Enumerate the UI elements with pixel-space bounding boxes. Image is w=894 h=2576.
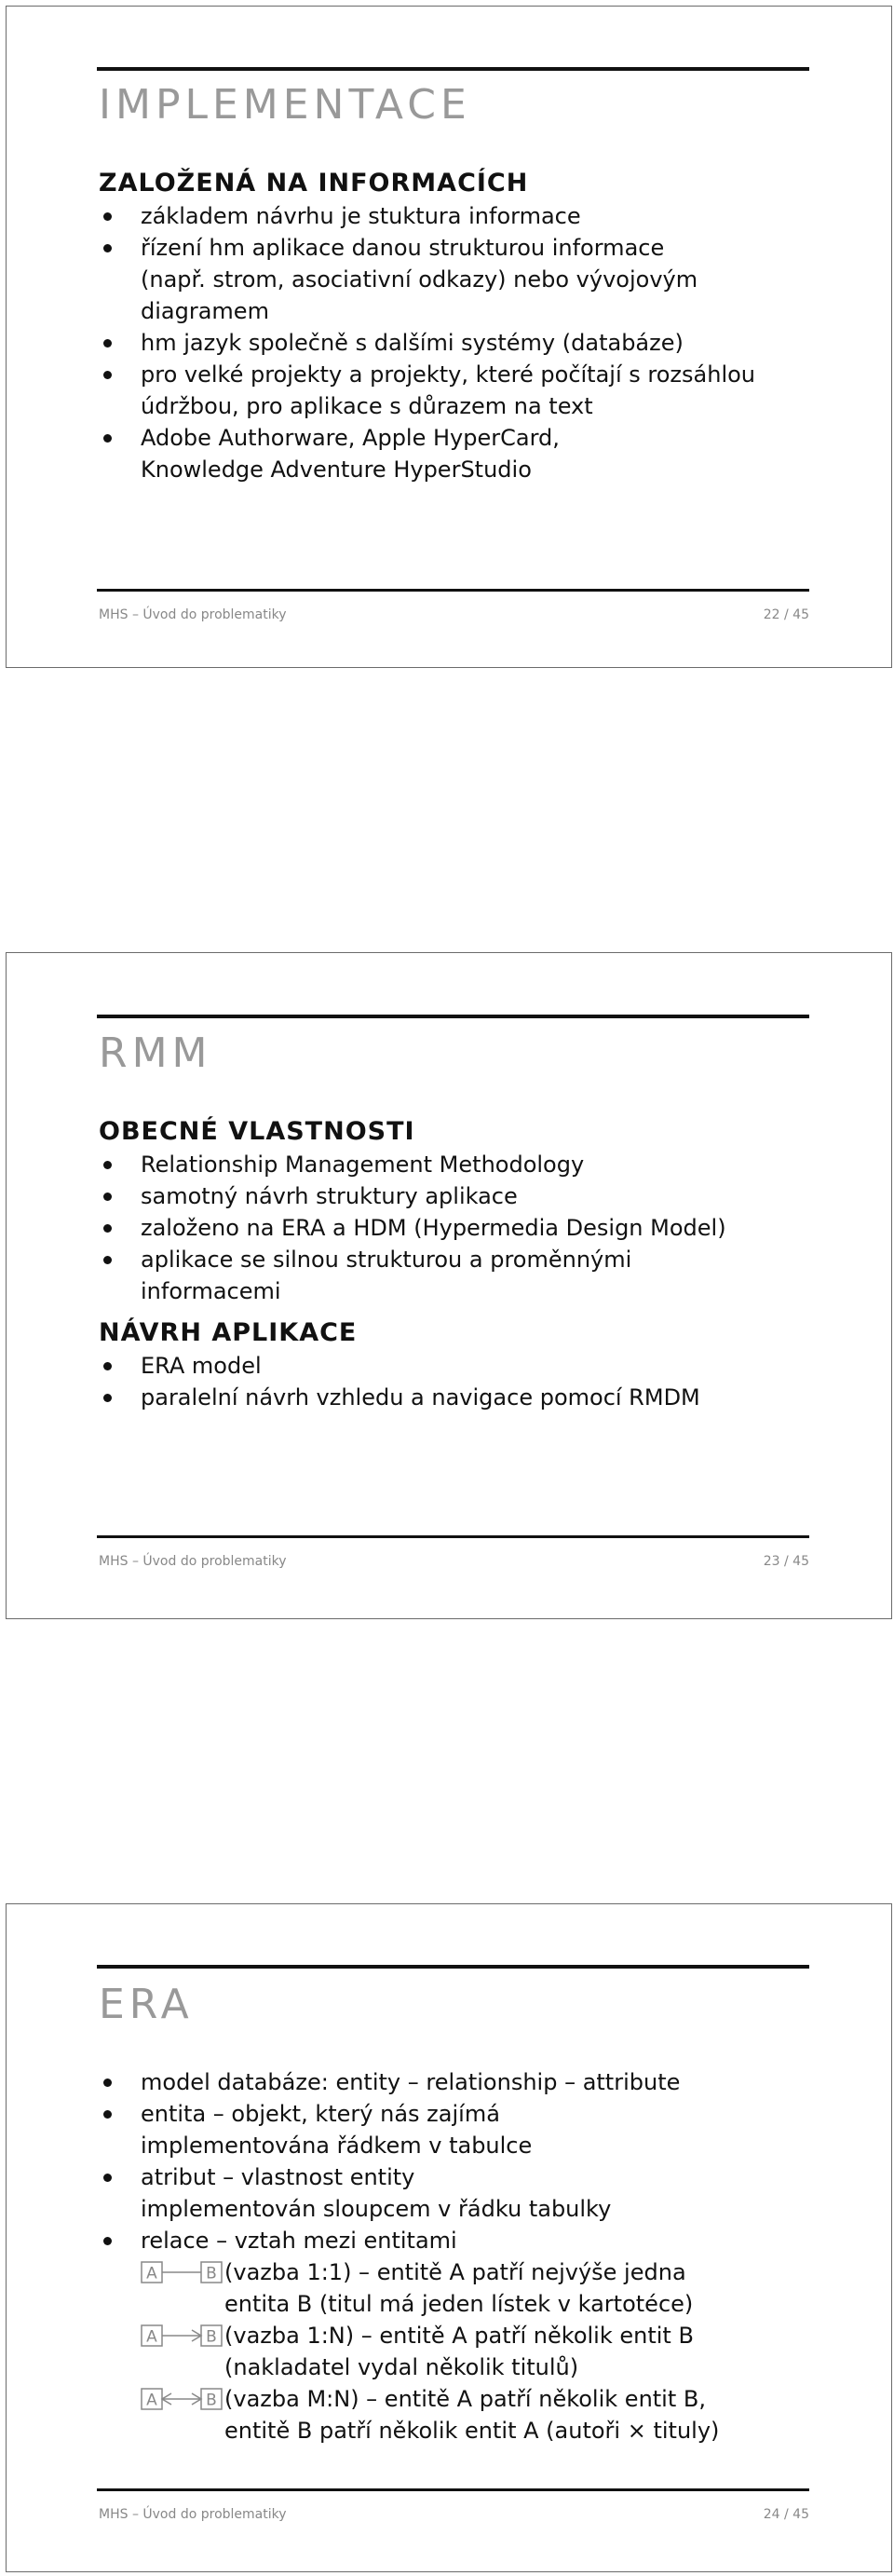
relation-text-continuation: entita B (titul má jeden lístek v kartotéce)	[224, 2291, 694, 2317]
list-item: entita – objekt, který nás zajímá	[99, 2098, 825, 2130]
relation-many-to-many	[99, 2383, 825, 2415]
list-item-continuation: diagramem	[141, 298, 269, 324]
relation-one-to-many	[99, 2320, 825, 2351]
list-item: hm jazyk společně s dalšími systémy (databáze)	[99, 327, 825, 359]
bullet-list	[99, 1149, 825, 1307]
bullet-list	[99, 2066, 825, 2256]
title-rule	[97, 1965, 809, 1969]
page-number: 22 / 45	[763, 607, 809, 622]
bullet-list	[99, 1350, 825, 1413]
er-diagram-many-to-many	[141, 2388, 223, 2410]
page-number: 23 / 45	[763, 1554, 809, 1569]
slide-body	[99, 2066, 825, 2447]
list-item-continuation: údržbou, pro aplikace s důrazem na text	[141, 393, 593, 419]
title-rule	[97, 67, 809, 71]
relation-text: (vazba 1:N) – entitě A patří několik entit B	[224, 2323, 694, 2349]
list-item-continuation: Knowledge Adventure HyperStudio	[141, 457, 532, 483]
relation-text-continuation: (nakladatel vydal několik titulů)	[224, 2354, 579, 2380]
footer-title: MHS – Úvod do problematiky	[99, 2507, 287, 2522]
footer-rule	[97, 2488, 809, 2491]
list-item-continuation: implementován sloupcem v řádku tabulky	[141, 2196, 612, 2222]
list-item: Relationship Management Methodology	[99, 1149, 825, 1180]
entity-b-label: B	[206, 2264, 217, 2283]
list-item: relace – vztah mezi entitami	[99, 2225, 825, 2256]
slide-era	[6, 1903, 892, 2572]
slide-title: RMM	[99, 1029, 212, 1077]
page-number: 24 / 45	[763, 2507, 809, 2522]
slide-title: ERA	[99, 1981, 194, 2028]
list-item: pro velké projekty a projekty, které počítají s rozsáhlou	[99, 359, 825, 390]
list-item: samotný návrh struktury aplikace	[99, 1180, 825, 1212]
entity-b-label: B	[206, 2327, 217, 2347]
title-rule	[97, 1015, 809, 1018]
list-item: atribut – vlastnost entity	[99, 2161, 825, 2193]
slide-body	[99, 1115, 825, 1413]
relation-text: (vazba M:N) – entitě A patří několik entit B,	[224, 2386, 706, 2412]
list-item: model databáze: entity – relationship – attribute	[99, 2066, 825, 2098]
relation-text-continuation: entitě B patří několik entit A (autoři × tituly)	[224, 2418, 720, 2444]
bullet-list	[99, 200, 825, 485]
entity-b-label: B	[206, 2391, 217, 2410]
relation-text: (vazba 1:1) – entitě A patří nejvýše jedna	[224, 2259, 686, 2285]
slide-rmm	[6, 952, 892, 1619]
entity-a-label: A	[146, 2391, 157, 2410]
slide-body	[99, 167, 825, 485]
entity-a-label: A	[146, 2264, 157, 2283]
section-heading: NÁVRH APLIKACE	[99, 1318, 358, 1347]
slide-title: IMPLEMENTACE	[99, 81, 471, 129]
slide-implementace	[6, 6, 892, 668]
list-item: ERA model	[99, 1350, 825, 1382]
footer-rule	[97, 1535, 809, 1538]
list-item: řízení hm aplikace danou strukturou informace	[99, 232, 825, 264]
list-item: Adobe Authorware, Apple HyperCard,	[99, 422, 825, 454]
er-diagram-one-to-many	[141, 2324, 223, 2347]
footer-rule	[97, 589, 809, 592]
entity-a-label: A	[146, 2327, 157, 2347]
footer-title: MHS – Úvod do problematiky	[99, 1554, 287, 1569]
list-item-continuation: informacemi	[141, 1278, 281, 1304]
list-item-continuation: implementována řádkem v tabulce	[141, 2133, 533, 2159]
section-heading: OBECNÉ VLASTNOSTI	[99, 1117, 415, 1146]
section-heading: ZALOŽENÁ NA INFORMACÍCH	[99, 169, 529, 198]
list-item-continuation: (např. strom, asociativní odkazy) nebo vývojovým	[141, 266, 698, 293]
list-item: základem návrhu je stuktura informace	[99, 200, 825, 232]
list-item: aplikace se silnou strukturou a proměnnými	[99, 1244, 825, 1275]
er-diagram-one-to-one	[141, 2261, 223, 2283]
list-item: založeno na ERA a HDM (Hypermedia Design Model)	[99, 1212, 825, 1244]
list-item: paralelní návrh vzhledu a navigace pomocí RMDM	[99, 1382, 825, 1413]
relation-one-to-one	[99, 2256, 825, 2288]
footer-title: MHS – Úvod do problematiky	[99, 607, 287, 622]
